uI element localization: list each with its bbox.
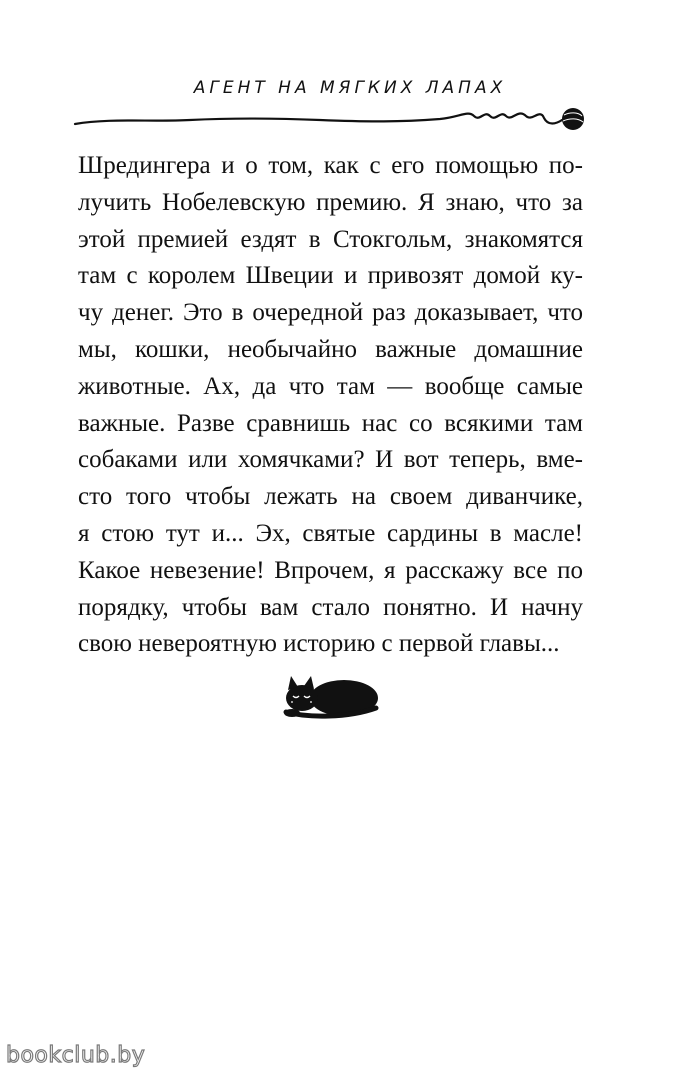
sleeping-cat-icon bbox=[278, 668, 382, 720]
text-line: Шредингера и о том, как с его помощью по- bbox=[78, 152, 583, 179]
text-line: этой премией ездят в Стокгольм, знакомятся bbox=[78, 225, 583, 253]
text-line: важные. Разве сравнишь нас со всякими там bbox=[78, 409, 583, 437]
text-line: чу денег. Это в очередной раз доказывает, что bbox=[78, 299, 583, 327]
text-line: собаками или хомячками? И вот теперь, вме- bbox=[78, 446, 583, 474]
text-line: сто того чтобы лежать на своем диванчике, bbox=[78, 483, 583, 511]
watermark: bookclub.by bbox=[6, 1043, 146, 1068]
running-head: АГЕНТ НА МЯГКИХ ЛАПАХ bbox=[193, 78, 507, 98]
text-line: там с королем Швеции и привозят домой ку- bbox=[78, 262, 583, 290]
text-line: животные. Ах, да что там — вообще самые bbox=[78, 372, 583, 400]
text-line: порядку, чтобы вам стало понятно. И начну bbox=[78, 593, 583, 621]
text-line: свою невероятную историю с первой главы... bbox=[78, 630, 560, 658]
text-line: мы, кошки, необычайно важные домашние bbox=[78, 335, 583, 363]
text-line: я стою тут и... Эх, святые сардины в масле! bbox=[78, 519, 583, 547]
text-line: Какое невезение! Впрочем, я расскажу все по bbox=[78, 556, 583, 584]
text-line: лучить Нобелевскую премию. Я знаю, что за bbox=[78, 188, 583, 216]
yarn-thread-ornament-icon bbox=[70, 98, 590, 138]
body-paragraph bbox=[78, 148, 583, 663]
